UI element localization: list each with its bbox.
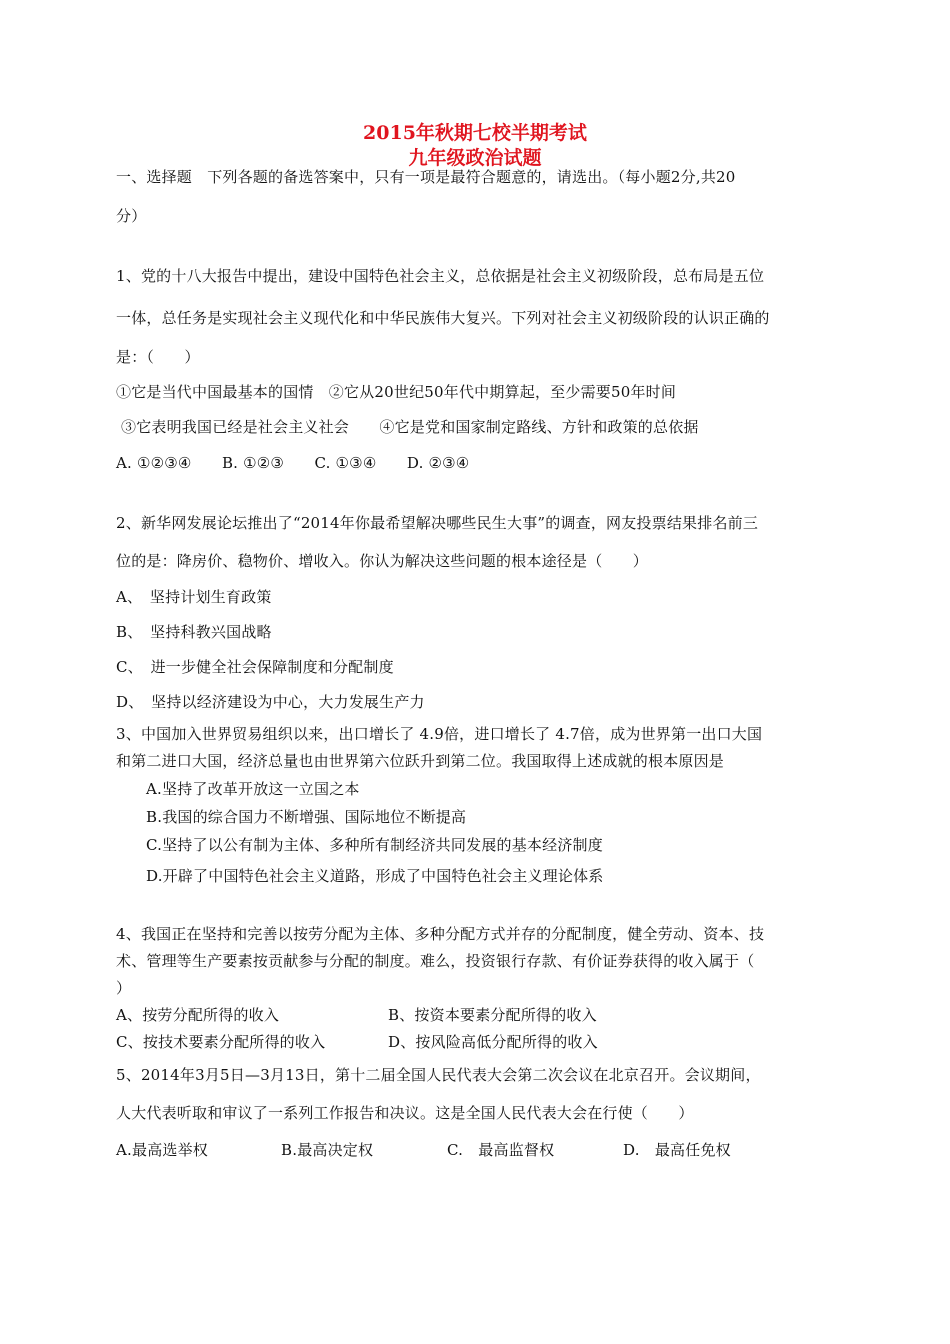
q3-option-c: C.坚持了以公有制为主体、多种所有制经济共同发展的基本经济制度 bbox=[146, 836, 603, 854]
q4-option-b: B、按资本要素分配所得的收入 bbox=[388, 1006, 597, 1024]
q3-stem-line2: 和第二进口大国，经济总量也由世界第六位跃升到第二位。我国取得上述成就的根本原因是 bbox=[116, 752, 725, 770]
exam-subtitle: 九年级政治试题 bbox=[408, 147, 542, 169]
q1-options: A. ①②③④ B. ①②③ C. ①③④ D. ②③④ bbox=[116, 454, 470, 472]
q5-option-a: A.最高选举权 bbox=[116, 1141, 209, 1159]
q2-stem-line2: 位的是：降房价、稳物价、增收入。你认为解决这些问题的根本途径是（ ） bbox=[116, 552, 649, 570]
q2-option-c: C、 进一步健全社会保障制度和分配制度 bbox=[116, 658, 394, 676]
q5-stem-line2: 人大代表听取和审议了一系列工作报告和决议。这是全国人民代表大会在行使（ ） bbox=[116, 1104, 694, 1122]
q3-stem-line1: 3、中国加入世界贸易组织以来，出口增长了 4.9倍，进口增长了 4.7倍，成为世界第一出口大国 bbox=[116, 725, 763, 743]
q4-option-d: D、按风险高低分配所得的收入 bbox=[388, 1033, 598, 1051]
q5-option-d: D. 最高任免权 bbox=[623, 1141, 731, 1159]
q4-stem-line2: 术、管理等生产要素按贡献参与分配的制度。难么，投资银行存款、有价证券获得的收入属于（ bbox=[116, 952, 755, 970]
q4-option-c: C、按技术要素分配所得的收入 bbox=[116, 1033, 326, 1051]
q3-option-a: A.坚持了改革开放这一立国之本 bbox=[146, 780, 360, 798]
section-instruction-cont: 分） bbox=[116, 207, 147, 225]
exam-title: 2015年秋期七校半期考试 bbox=[363, 122, 587, 144]
q3-option-b: B.我国的综合国力不断增强、国际地位不断提高 bbox=[146, 808, 467, 826]
q2-stem-line1: 2、新华网发展论坛推出了“2014年你最希望解决哪些民生大事”的调查，网友投票结果排名前三 bbox=[116, 514, 759, 532]
q2-option-d: D、 坚持以经济建设为中心，大力发展生产力 bbox=[116, 693, 425, 711]
q5-stem-line1: 5、2014年3月5日—3月13日，第十二届全国人民代表大会第二次会议在北京召开。会议期间， bbox=[116, 1066, 761, 1084]
q4-option-a: A、按劳分配所得的收入 bbox=[116, 1006, 280, 1024]
q1-stem-line3: 是：（ ） bbox=[116, 348, 200, 366]
q1-stem-line1: 1、党的十八大报告中提出，建设中国特色社会主义，总依据是社会主义初级阶段，总布局是五位 bbox=[116, 267, 765, 285]
q4-stem-line3: ） bbox=[116, 979, 132, 997]
q5-option-b: B.最高决定权 bbox=[281, 1141, 374, 1159]
q5-option-c: C. 最高监督权 bbox=[447, 1141, 555, 1159]
q1-stem-line2: 一体，总任务是实现社会主义现代化和中华民族伟大复兴。下列对社会主义初级阶段的认识正确的 bbox=[116, 309, 770, 327]
q4-stem-line1: 4、我国正在坚持和完善以按劳分配为主体、多种分配方式并存的分配制度，健全劳动、资本、技 bbox=[116, 925, 765, 943]
q2-option-a: A、 坚持计划生育政策 bbox=[116, 588, 272, 606]
q1-items-line2: ③它表明我国已经是社会主义社会 ④它是党和国家制定路线、方针和政策的总依据 bbox=[121, 418, 699, 436]
q1-items-line1: ①它是当代中国最基本的国情 ②它从20世纪50年代中期算起，至少需要50年时间 bbox=[116, 383, 677, 401]
q3-option-d: D.开辟了中国特色社会主义道路，形成了中国特色社会主义理论体系 bbox=[146, 867, 604, 885]
section-instruction: 一、选择题 下列各题的备选答案中，只有一项是最符合题意的，请选出。（每小题2分,共20 bbox=[116, 168, 736, 186]
q2-option-b: B、 坚持科教兴国战略 bbox=[116, 623, 272, 641]
